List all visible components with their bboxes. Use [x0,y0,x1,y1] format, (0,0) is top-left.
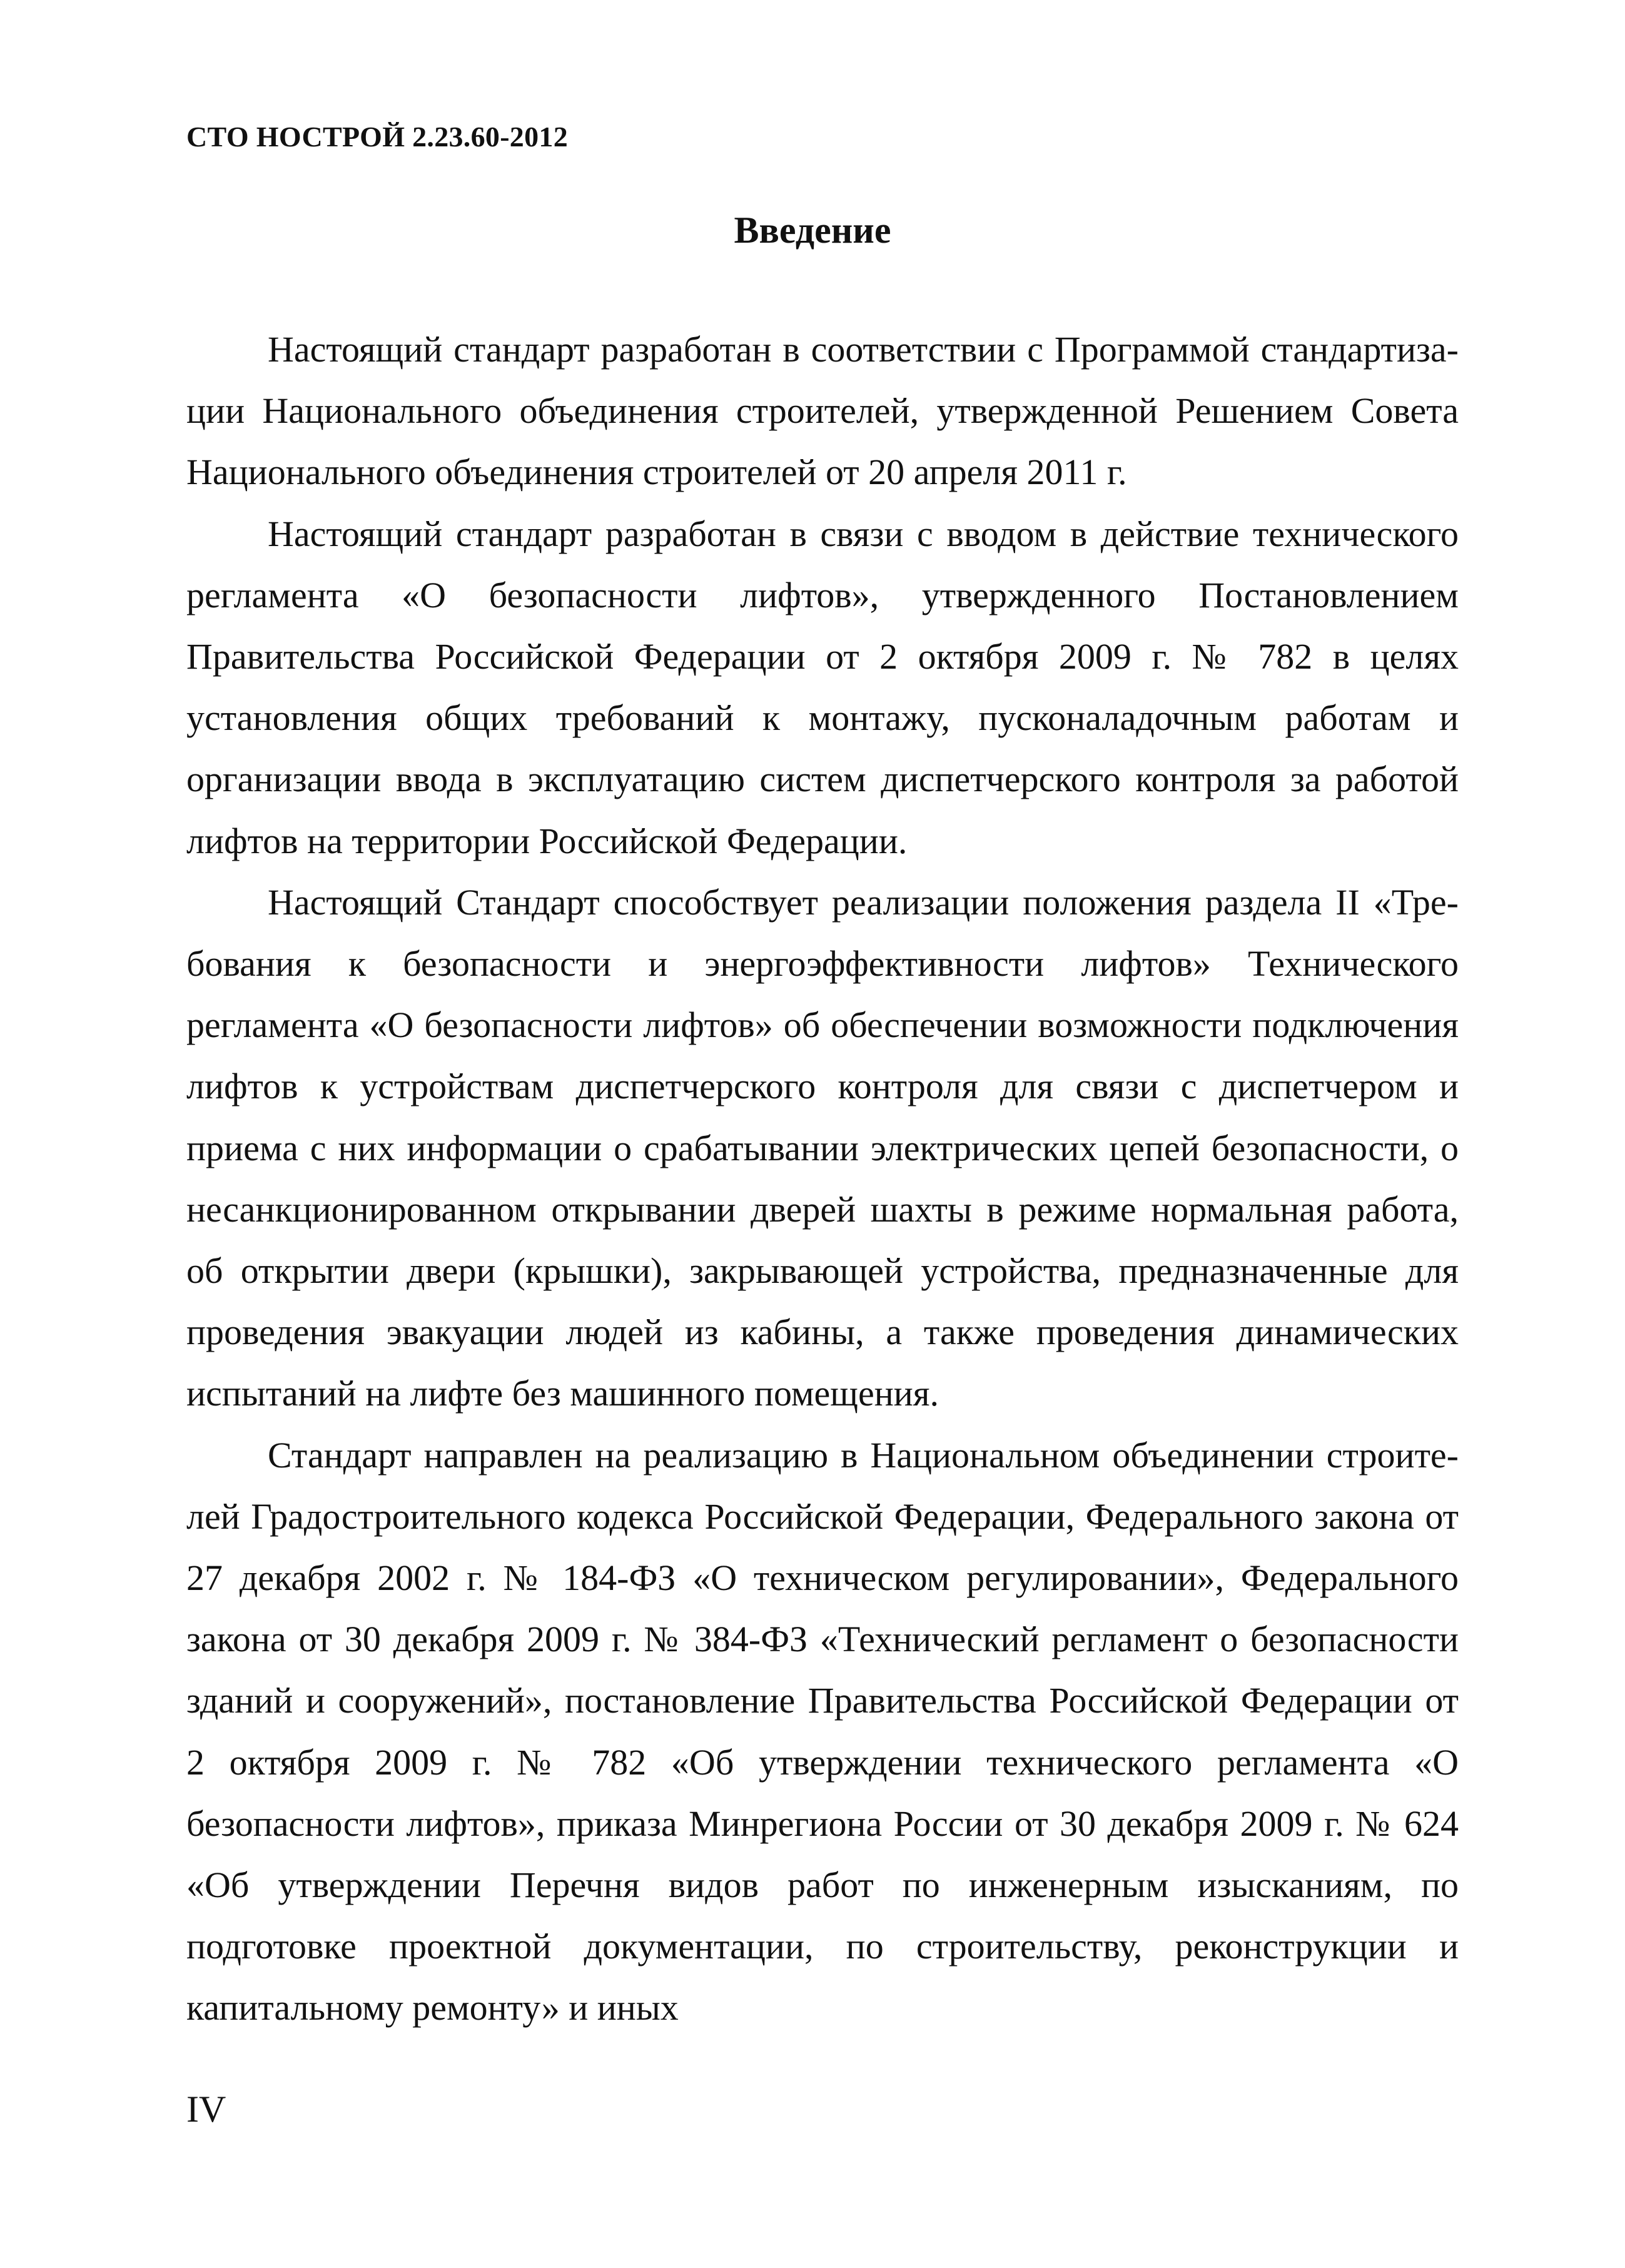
body-text [186,319,1459,2039]
paragraph-1: Настоящий стандарт разработан в соответствии с Программой стандартизации Национального объединения строителей, утвержденной Решением Совета Национального объединения строителей от 20 апреля 2011 г. [186,329,1459,493]
page-number: IV [186,2088,226,2130]
section-title: Введение [734,210,891,251]
document-code-header: СТО НОСТРОЙ 2.23.60-2012 [186,121,569,153]
paragraph-3: Настоящий Стандарт способствует реализации положения раздела II «Требования к безопасности и энергоэффективности лифтов» Технического регламента «О безопасности лифтов» об обеспечении возможности подключения лифтов к устройствам диспетчерского контроля для связи с диспетчером и приема с них информации о срабатывании электрических цепей безопасности, о несанкционированном открывании дверей шахты в режиме нормальная работа, об открытии двери (крышки), закрывающей устройства, предназначенные для проведения эвакуации людей из кабины, а также проведения динамических испытаний на лифте без машинного помещения. [186,881,1459,1414]
paragraph-2: Настоящий стандарт разработан в связи с вводом в действие технического регламента «О безопасности лифтов», утвержденного Постановлением Правительства Российской Федерации от 2 октября 2009 г. № 782 в целях установления общих требований к монтажу, пусконаладочным работам и организации ввода в эксплуатацию систем диспетчерского контроля за работой лифтов на территории Российской Федерации. [186,513,1459,861]
paragraph-4: Стандарт направлен на реализацию в Национальном объединении строителей Градостроительного кодекса Российской Федерации, Федерального закона от 27 декабря 2002 г. № 184-ФЗ «О техническом регулировании», Федерального закона от 30 декабря 2009 г. № 384-ФЗ «Технический регламент о безопасности зданий и сооружений», постановление Правительства Российской Федерации от 2 октября 2009 г. № 782 «Об утверждении технического регламента «О безопасности лифтов», приказа Минрегиона России от 30 декабря 2009 г. № 624 «Об утверждении Перечня видов работ по инженерным изысканиям, по подготовке проектной документации, по строительству, реконструкции и капитальному ремонту» и иных [186,1434,1459,2028]
